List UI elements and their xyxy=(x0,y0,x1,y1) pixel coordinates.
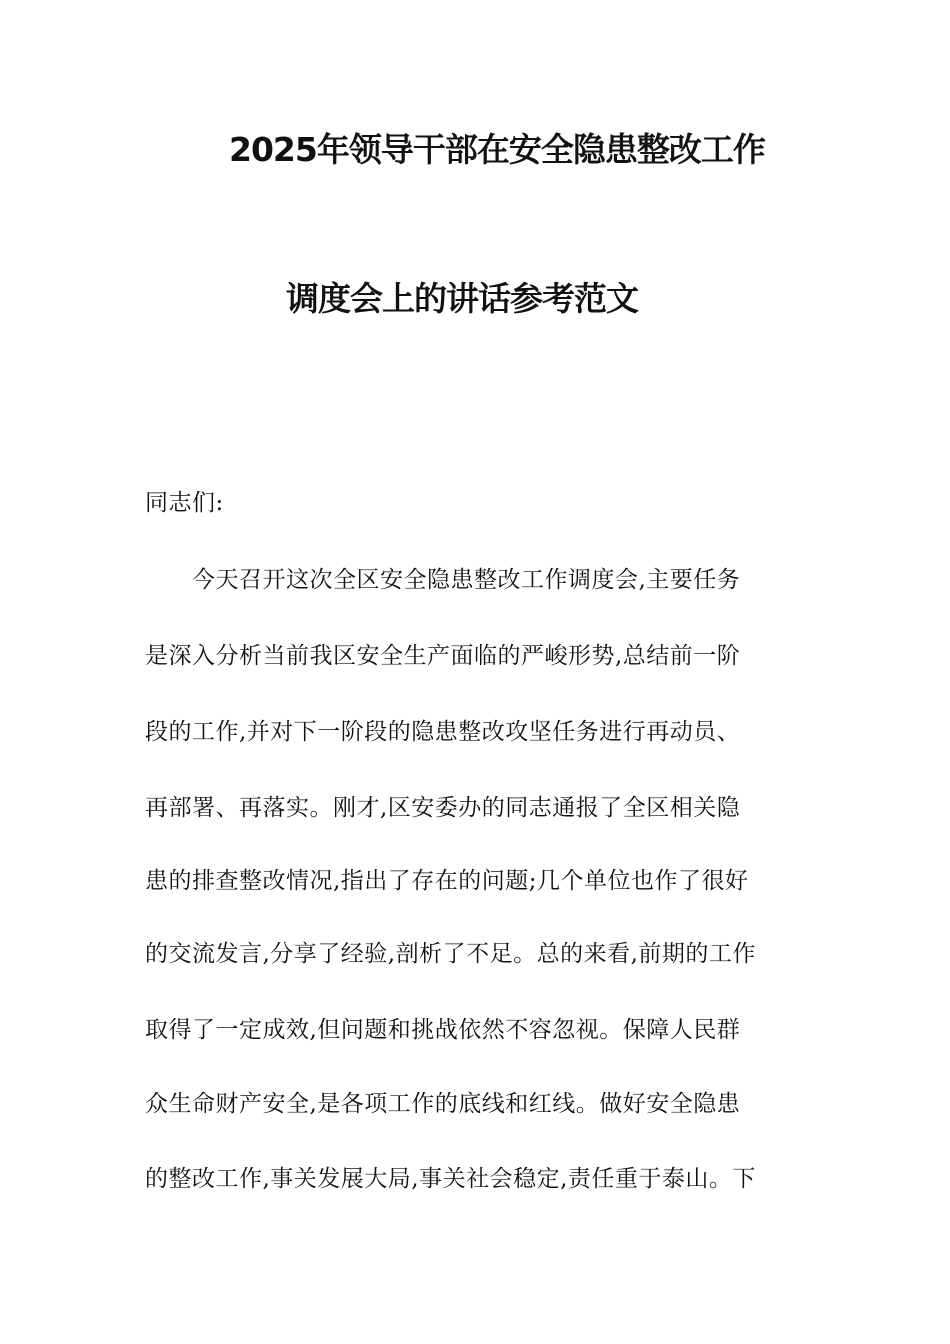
document-title-line-1: 2025年领导干部在安全隐患整改工作 xyxy=(229,130,765,169)
paragraph-line: 今天召开这次全区安全隐患整改工作调度会,主要任务 xyxy=(145,567,741,593)
document-title-line-2: 调度会上的讲话参考范文 xyxy=(286,279,638,318)
paragraph-line: 患的排查整改情况,指出了存在的问题;几个单位也作了很好 xyxy=(145,868,749,894)
paragraph-line: 取得了一定成效,但问题和挑战依然不容忽视。保障人民群 xyxy=(145,1017,741,1043)
paragraph-line: 段的工作,并对下一阶段的隐患整改攻坚任务进行再动员、 xyxy=(145,719,741,745)
paragraph-line: 是深入分析当前我区安全生产面临的严峻形势,总结前一阶 xyxy=(145,643,741,669)
paragraph-line: 众生命财产安全,是各项工作的底线和红线。做好安全隐患 xyxy=(145,1091,741,1117)
salutation: 同志们: xyxy=(145,490,224,516)
paragraph-line: 的整改工作,事关发展大局,事关社会稳定,责任重于泰山。下 xyxy=(145,1166,756,1192)
paragraph-line: 再部署、再落实。刚才,区安委办的同志通报了全区相关隐 xyxy=(145,795,741,821)
paragraph-line: 的交流发言,分享了经验,剖析了不足。总的来看,前期的工作 xyxy=(145,941,756,967)
